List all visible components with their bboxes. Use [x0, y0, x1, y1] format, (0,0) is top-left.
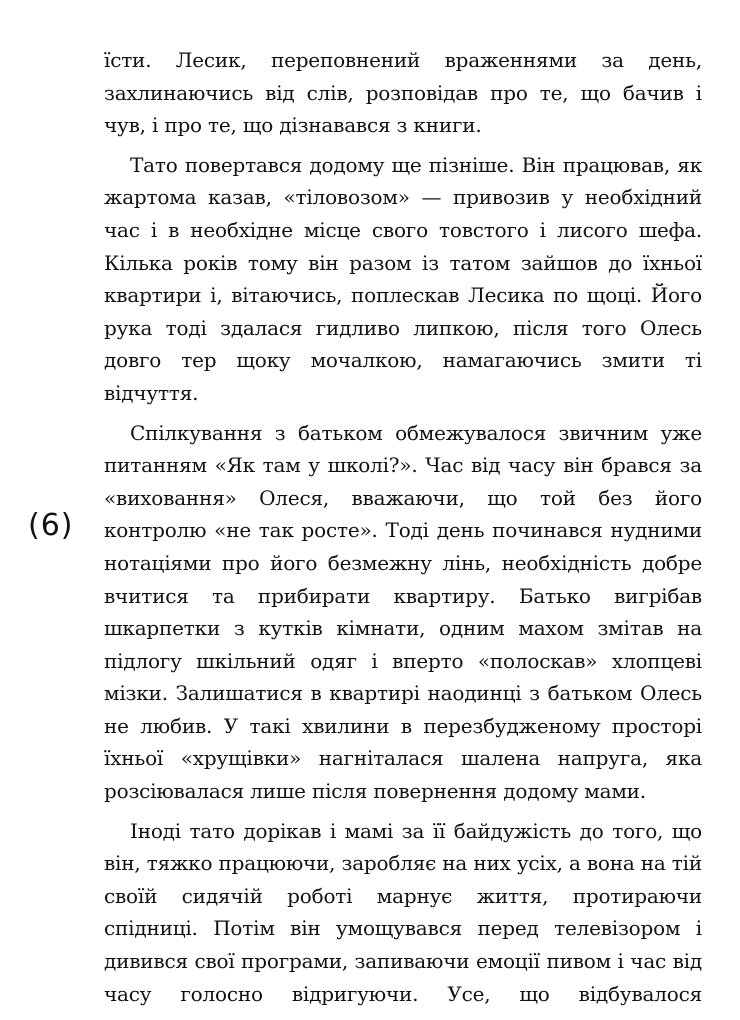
handwritten-margin-note: (6) — [28, 508, 74, 543]
paragraph-3: Спілкування з батьком обмежувалося звичним уже питанням «Як там у школі?». Час від часу він брався за «виховання» Олеся, вважаючи, що той без його контролю «не так росте». Тоді день починався нудними нотаціями про його безмежну лінь, необхідність добре вчитися та прибирати квартиру. Батько вигрібав шкарпетки з кутків кімнати, одним махом змітав на підлогу шкільний одяг і вперто «полоскав» хлопцеві мізки. Залишатися в квартирі наодинці з батьком Олесь не любив. У такі хвилини в перезбудженому просторі їхньої «хрущівки» нагніталася шалена напруга, яка розсіювалася лише після повернення додому мами. — [104, 420, 702, 804]
body-text — [104, 44, 702, 1017]
paragraph-4: Іноді тато дорікав і мамі за її байдужість до того, що він, тяжко працюючи, заробляє на них усіх, а вона на тій своїй сидячій роботі марнує життя, протираючи спідниці. Потім він умощувався перед телевізором і дивився свої програми, запиваючи емоції пивом і час від часу голосно відригуючи. Усе, що відбувалося — [104, 818, 702, 1006]
paragraph-1: їсти. Лесик, переповнений враженнями за день, захлинаючись від слів, розповідав про те, що бачив і чув, і про те, що дізнавався з книги. — [104, 48, 702, 138]
paragraph-2: Тато повертався додому ще пізніше. Він працював, як жартома казав, «тіловозом» — привозив у необхідний час і в необхідне місце свого товстого і лисого шефа. Кілька років тому він разом із татом зайшов до їхньої квартири і, вітаючись, поплескав Лесика по щоці. Його рука тоді здалася гидливо липкою, після того Олесь довго тер щоку мочалкою, намагаючись змити ті відчуття. — [104, 152, 702, 405]
